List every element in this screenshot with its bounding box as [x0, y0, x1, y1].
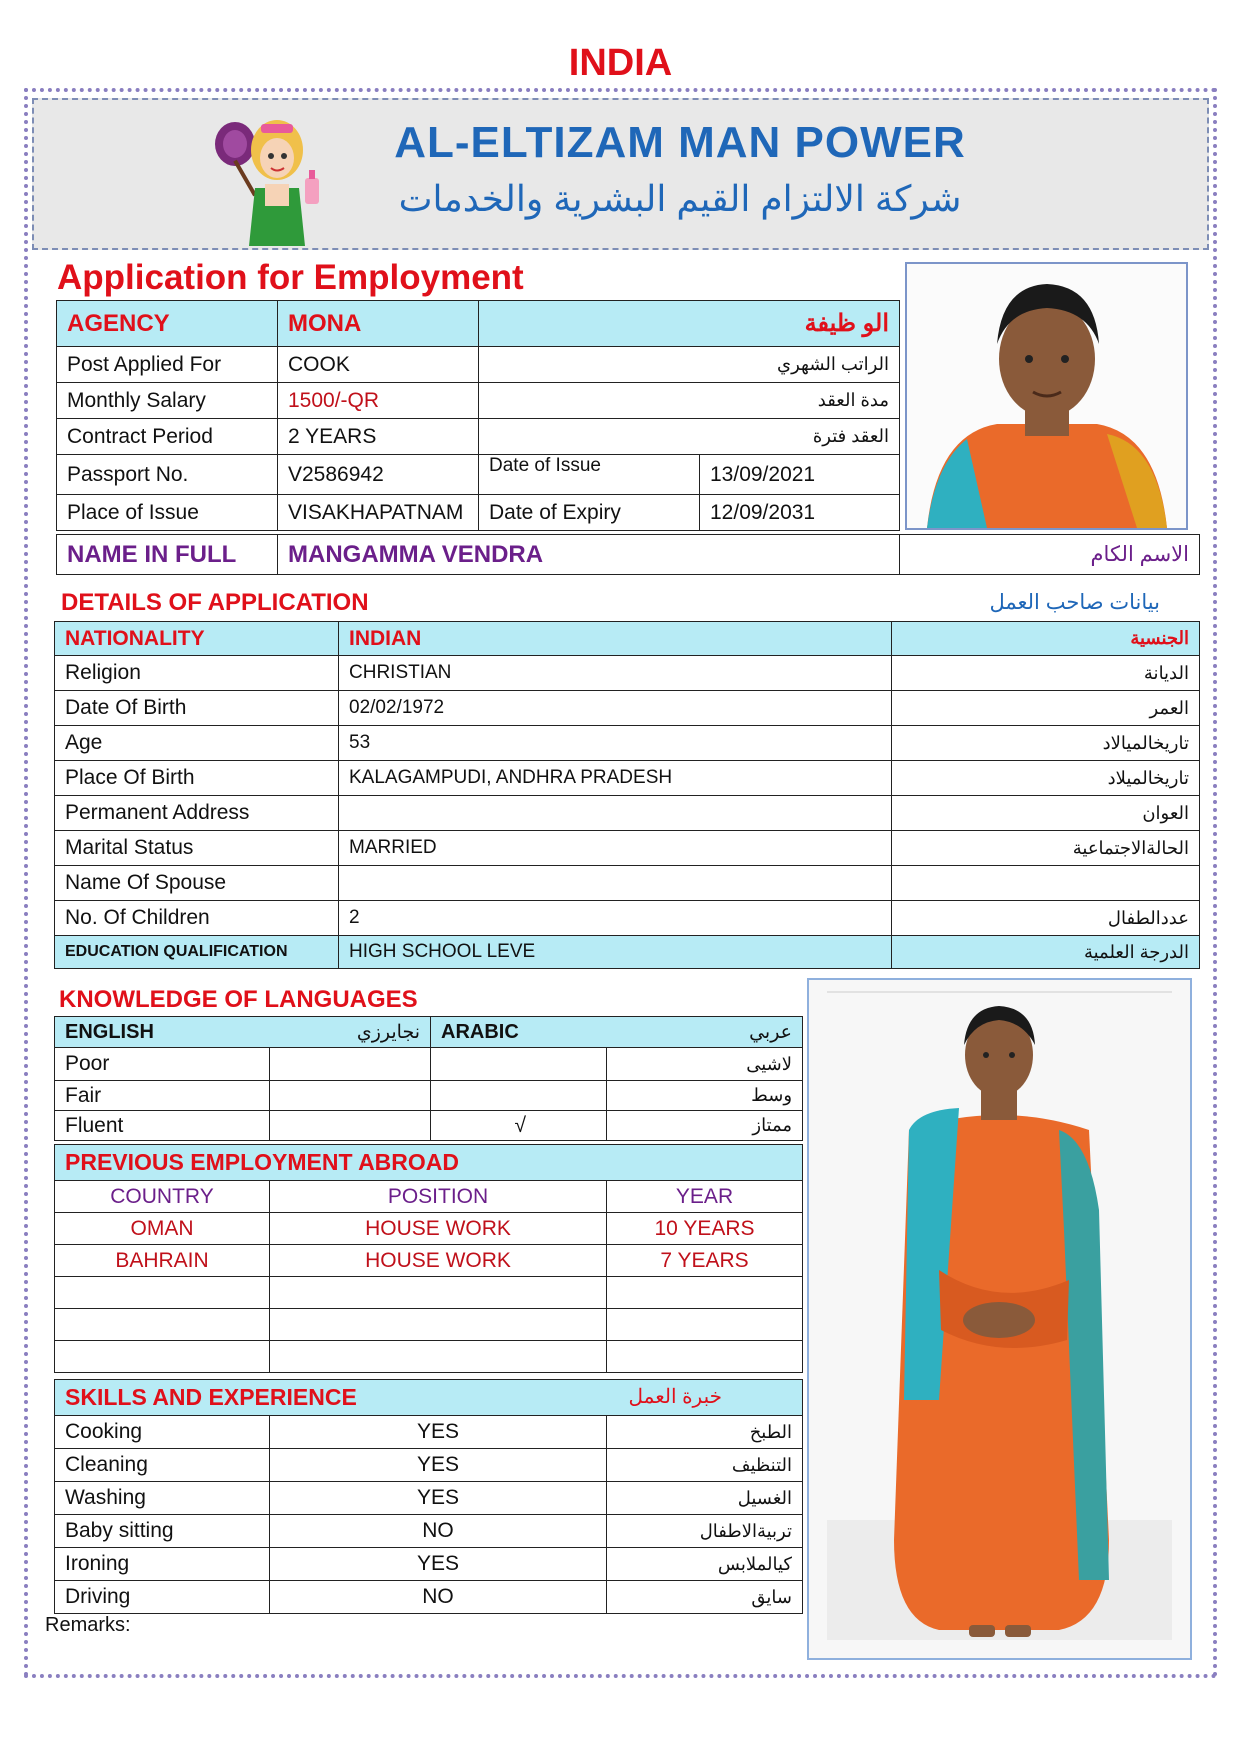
- portrait-photo: [905, 262, 1188, 530]
- job-label-ar: الو ظيفة: [479, 301, 900, 347]
- employment-position: [270, 1277, 607, 1309]
- education-value: HIGH SCHOOL LEVE: [339, 936, 892, 969]
- washing-label-ar: الغسيل: [607, 1482, 803, 1515]
- dob-label-ar: العمر: [892, 691, 1200, 726]
- table-row: [55, 1341, 803, 1373]
- arabic-header: [431, 1017, 803, 1048]
- details-table: [54, 621, 1200, 969]
- washing-label: Washing: [55, 1482, 270, 1515]
- country-column-header: COUNTRY: [55, 1181, 270, 1213]
- contract-label: Contract Period: [57, 419, 278, 455]
- table-row: [55, 831, 1200, 866]
- fluent-arabic-value: √: [431, 1111, 607, 1141]
- fair-english-value: [270, 1081, 431, 1111]
- ironing-label: Ironing: [55, 1548, 270, 1581]
- cleaning-label: Cleaning: [55, 1449, 270, 1482]
- position-column-header: POSITION: [270, 1181, 607, 1213]
- employment-country: BAHRAIN: [55, 1245, 270, 1277]
- employment-position: HOUSE WORK: [270, 1213, 607, 1245]
- english-label: ENGLISH: [65, 1020, 154, 1043]
- form-title: Application for Employment: [57, 258, 524, 297]
- fair-arabic-value: [431, 1081, 607, 1111]
- table-row: [55, 726, 1200, 761]
- table-row: [55, 1309, 803, 1341]
- dob-label: Date Of Birth: [55, 691, 339, 726]
- driving-value: NO: [270, 1581, 607, 1614]
- fair-label-ar: وسط: [607, 1081, 803, 1111]
- post-label: Post Applied For: [57, 347, 278, 383]
- driving-label: Driving: [55, 1581, 270, 1614]
- spouse-label-ar: [892, 866, 1200, 901]
- employment-table: [54, 1144, 803, 1373]
- education-label-ar: الدرجة العلمية: [892, 936, 1200, 969]
- marital-status-label: Marital Status: [55, 831, 339, 866]
- agency-table: [56, 300, 900, 531]
- spouse-value: [339, 866, 892, 901]
- employment-years: [607, 1277, 803, 1309]
- employment-position: [270, 1309, 607, 1341]
- details-title: DETAILS OF APPLICATION: [61, 589, 369, 616]
- expiry-date-value: 12/09/2031: [700, 495, 900, 531]
- employment-years: 7 YEARS: [607, 1245, 803, 1277]
- table-row: [55, 796, 1200, 831]
- name-value: MANGAMMA VENDRA: [278, 535, 900, 575]
- employment-title: PREVIOUS EMPLOYMENT ABROAD: [55, 1145, 803, 1181]
- table-row: [55, 1548, 803, 1581]
- table-row: [55, 1111, 803, 1141]
- expiry-date-label: Date of Expiry: [479, 495, 700, 531]
- salary-label: Monthly Salary: [57, 383, 278, 419]
- place-of-issue-value: VISAKHAPATNAM: [278, 495, 479, 531]
- dob-value: 02/02/1972: [339, 691, 892, 726]
- agency-value: MONA: [278, 301, 479, 347]
- children-value: 2: [339, 901, 892, 936]
- nationality-value: INDIAN: [339, 622, 892, 656]
- religion-value: CHRISTIAN: [339, 656, 892, 691]
- address-value: [339, 796, 892, 831]
- issue-date-value: 13/09/2021: [700, 455, 900, 495]
- cooking-value: YES: [270, 1416, 607, 1449]
- place-of-birth-label: Place Of Birth: [55, 761, 339, 796]
- poor-english-value: [270, 1048, 431, 1081]
- table-row: [55, 1515, 803, 1548]
- fluent-label: Fluent: [55, 1111, 270, 1141]
- cleaning-label-ar: التنظيف: [607, 1449, 803, 1482]
- company-name-en: AL-ELTIZAM MAN POWER: [394, 118, 966, 167]
- fair-label: Fair: [55, 1081, 270, 1111]
- fluent-english-value: [270, 1111, 431, 1141]
- year-column-header: YEAR: [607, 1181, 803, 1213]
- employment-years: [607, 1341, 803, 1373]
- arabic-label-ar: عربي: [749, 1021, 793, 1043]
- baby-sitting-label: Baby sitting: [55, 1515, 270, 1548]
- nationality-label: NATIONALITY: [55, 622, 339, 656]
- agency-label: AGENCY: [57, 301, 278, 347]
- washing-value: YES: [270, 1482, 607, 1515]
- table-row: [55, 1277, 803, 1309]
- skills-header: [55, 1380, 803, 1416]
- age-label-ar: تاريخالميالاد: [892, 726, 1200, 761]
- post-label-ar: الراتب الشهري: [479, 347, 900, 383]
- salary-value: 1500/-QR: [278, 383, 479, 419]
- employment-years: 10 YEARS: [607, 1213, 803, 1245]
- full-length-photo: [807, 978, 1192, 1660]
- english-label-ar: نجايرزي: [356, 1021, 421, 1043]
- employment-country: [55, 1341, 270, 1373]
- passport-label: Passport No.: [57, 455, 278, 495]
- employment-position: HOUSE WORK: [270, 1245, 607, 1277]
- english-header: [55, 1017, 431, 1048]
- ironing-value: YES: [270, 1548, 607, 1581]
- table-row: [55, 691, 1200, 726]
- religion-label: Religion: [55, 656, 339, 691]
- nationality-label-ar: الجنسية: [892, 622, 1200, 656]
- salary-label-ar: مدة العقد: [479, 383, 900, 419]
- skills-title: SKILLS AND EXPERIENCE: [65, 1384, 357, 1410]
- baby-sitting-value: NO: [270, 1515, 607, 1548]
- table-row: [55, 866, 1200, 901]
- table-row: [55, 1213, 803, 1245]
- poor-label-ar: لاشيى: [607, 1048, 803, 1081]
- poor-label: Poor: [55, 1048, 270, 1081]
- skills-title-ar: خبرة العمل: [628, 1386, 722, 1408]
- table-row: [55, 1245, 803, 1277]
- marital-status-label-ar: الحالةالاجتماعية: [892, 831, 1200, 866]
- table-row: [55, 936, 1200, 969]
- poor-arabic-value: [431, 1048, 607, 1081]
- spouse-label: Name Of Spouse: [55, 866, 339, 901]
- country-heading: INDIA: [568, 42, 673, 84]
- employment-country: [55, 1277, 270, 1309]
- table-row: [55, 901, 1200, 936]
- table-row: [55, 656, 1200, 691]
- table-row: [55, 1482, 803, 1515]
- table-row: [55, 1048, 803, 1081]
- passport-value: V2586942: [278, 455, 479, 495]
- fluent-label-ar: ممتاز: [607, 1111, 803, 1141]
- ironing-label-ar: كيالملابس: [607, 1548, 803, 1581]
- details-title-ar: بيانات صاحب العمل: [989, 591, 1160, 614]
- remarks-label: Remarks:: [45, 1614, 131, 1636]
- name-label-ar: الاسم الكام: [900, 535, 1200, 575]
- education-label: EDUCATION QUALIFICATION: [55, 936, 339, 969]
- children-label-ar: عددالطفال: [892, 901, 1200, 936]
- name-table: [56, 534, 1200, 575]
- post-value: COOK: [278, 347, 479, 383]
- employment-position: [270, 1341, 607, 1373]
- languages-title: KNOWLEDGE OF LANGUAGES: [59, 986, 418, 1013]
- employment-country: OMAN: [55, 1213, 270, 1245]
- cooking-label-ar: الطبخ: [607, 1416, 803, 1449]
- age-label: Age: [55, 726, 339, 761]
- issue-date-label: Date of Issue: [479, 455, 700, 495]
- place-of-birth-value: KALAGAMPUDI, ANDHRA PRADESH: [339, 761, 892, 796]
- name-label: NAME IN FULL: [57, 535, 278, 575]
- table-row: [55, 1181, 803, 1213]
- table-row: [55, 622, 1200, 656]
- table-row: [55, 1081, 803, 1111]
- age-value: 53: [339, 726, 892, 761]
- employment-country: [55, 1309, 270, 1341]
- driving-label-ar: سايق: [607, 1581, 803, 1614]
- children-label: No. Of Children: [55, 901, 339, 936]
- cleaning-value: YES: [270, 1449, 607, 1482]
- company-name-ar: شركة الالتزام القيم البشرية والخدمات: [398, 178, 962, 219]
- contract-label-ar: العقد فترة: [479, 419, 900, 455]
- place-of-issue-label: Place of Issue: [57, 495, 278, 531]
- address-label: Permanent Address: [55, 796, 339, 831]
- employment-years: [607, 1309, 803, 1341]
- place-of-birth-label-ar: تاريخالميلاد: [892, 761, 1200, 796]
- cooking-label: Cooking: [55, 1416, 270, 1449]
- table-row: [55, 1416, 803, 1449]
- marital-status-value: MARRIED: [339, 831, 892, 866]
- contract-value: 2 YEARS: [278, 419, 479, 455]
- table-row: [55, 1581, 803, 1614]
- languages-table: [54, 1016, 803, 1141]
- table-row: [55, 1449, 803, 1482]
- arabic-label: ARABIC: [441, 1020, 519, 1043]
- religion-label-ar: الديانة: [892, 656, 1200, 691]
- table-row: [55, 761, 1200, 796]
- baby-sitting-label-ar: تربيةالاطفال: [607, 1515, 803, 1548]
- skills-table: [54, 1379, 803, 1614]
- address-label-ar: العوان: [892, 796, 1200, 831]
